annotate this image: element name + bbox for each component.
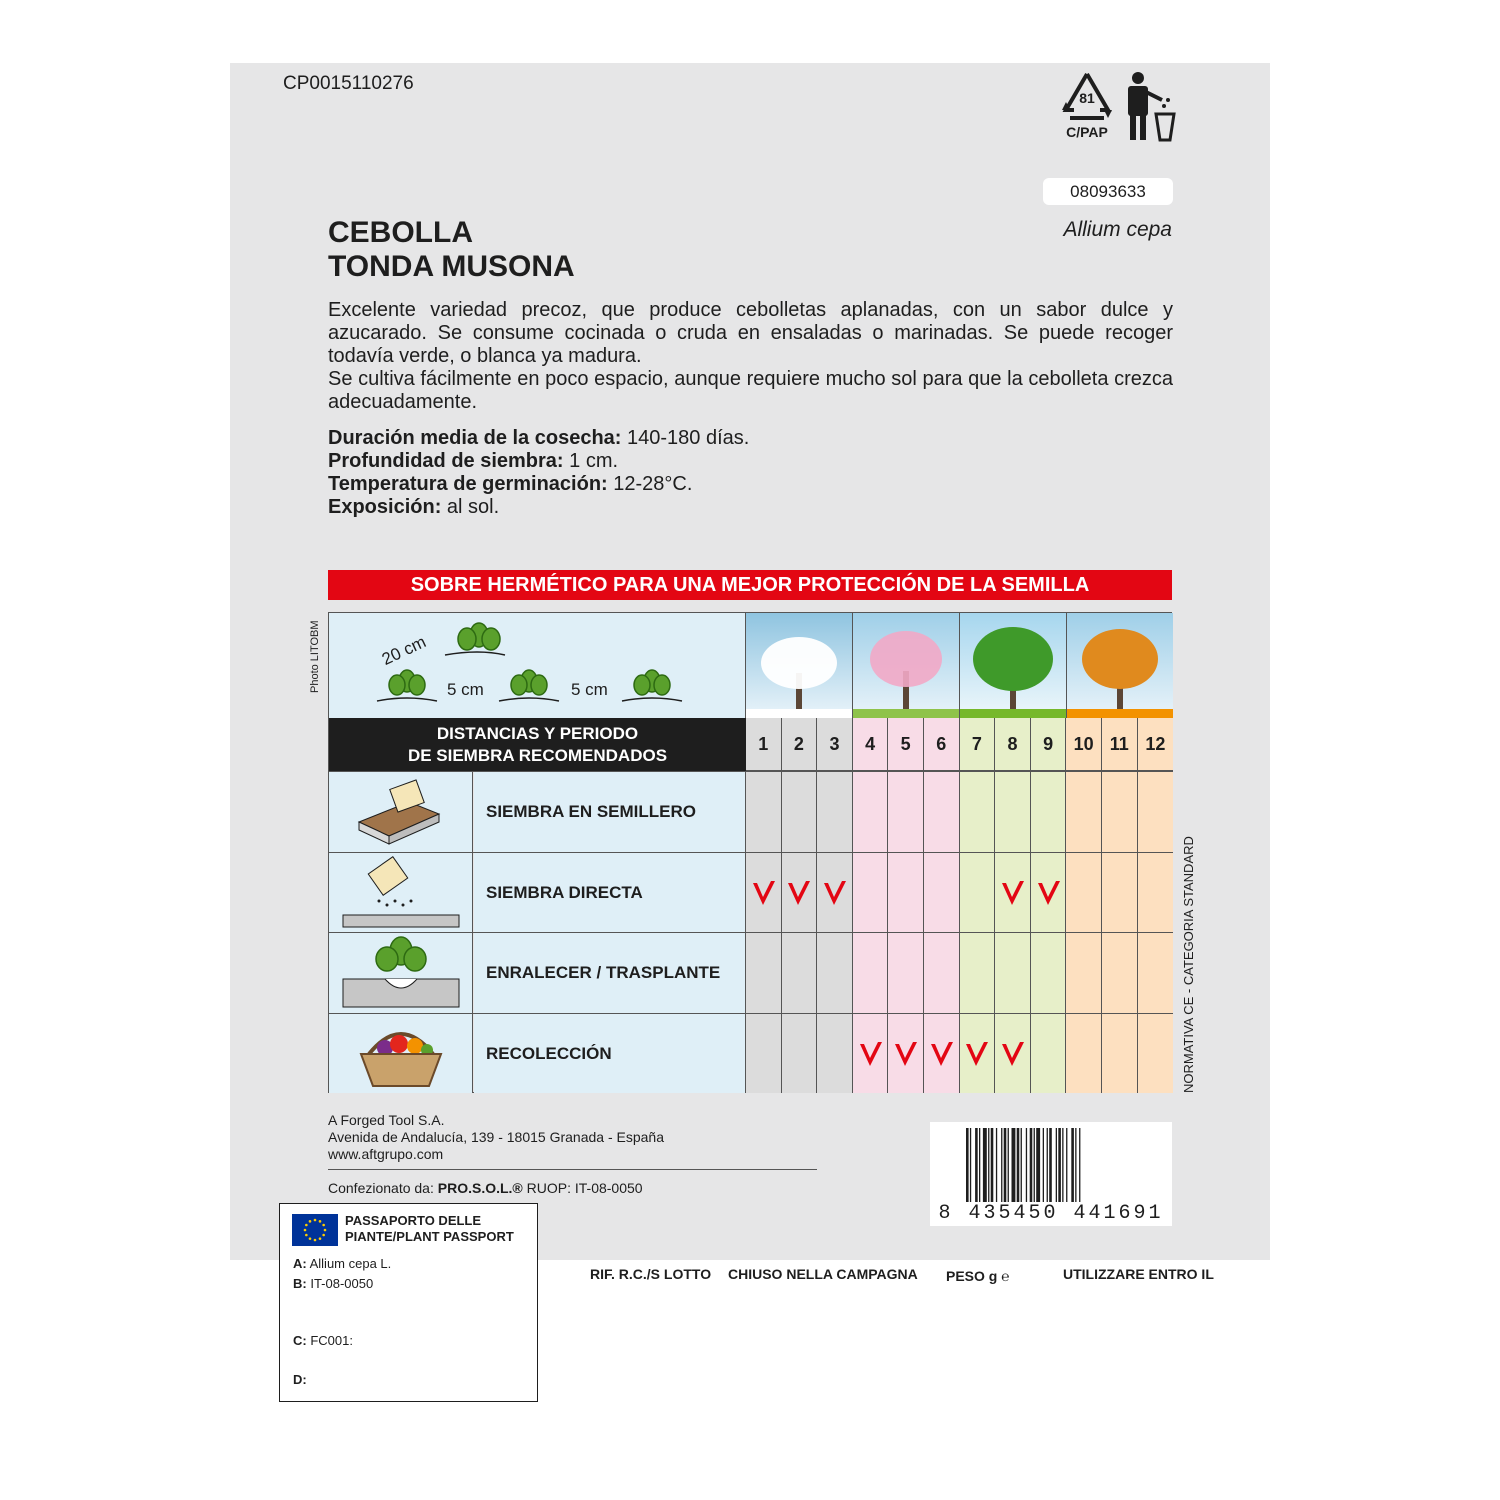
month-number: 10: [1066, 718, 1101, 771]
check-mark-month-2: [786, 877, 812, 907]
passport-d: D:: [293, 1372, 307, 1387]
passport-title: PASSAPORTO DELLE PIANTE/PLANT PASSPORT: [345, 1213, 514, 1244]
month-number: 9: [1031, 718, 1066, 771]
autumn-tree-icon: [1067, 613, 1173, 718]
harvest-basket-icon: [329, 1014, 473, 1093]
month-column-11: [1102, 718, 1138, 1093]
month-column-6: [924, 718, 960, 1093]
spec-sowing-depth: Profundidad de siembra: 1 cm.: [328, 450, 619, 472]
passport-c: C: FC001:: [293, 1333, 353, 1348]
month-number: 3: [817, 718, 852, 771]
month-number: 2: [782, 718, 817, 771]
calendar-header: [329, 718, 746, 771]
company-info: [328, 1112, 664, 1163]
check-mark-month-4: [858, 1038, 884, 1068]
winter-tree-icon: [746, 613, 853, 718]
packed-by: Confezionato da: PRO.S.O.L.® RUOP: IT-08-0050: [328, 1180, 643, 1196]
company-name: A Forged Tool S.A.: [328, 1112, 445, 1128]
reference-number: 08093633: [1043, 178, 1173, 205]
plant-spacing-label-1: 5 cm: [447, 680, 484, 699]
check-mark-month-8: [1000, 877, 1026, 907]
normativa-label: NORMATIVA CE - CATEGORIA STANDARD: [1181, 836, 1196, 1093]
passport-b: B: IT-08-0050: [293, 1276, 374, 1291]
check-mark-month-9: [1036, 877, 1062, 907]
passport-a: A: Allium cepa L.: [293, 1256, 392, 1271]
tidyman-icon: [1124, 70, 1176, 142]
divider: [328, 1169, 817, 1170]
row-direct-sowing: [329, 852, 746, 932]
check-mark-month-8: [1000, 1038, 1026, 1068]
barcode-bars: [930, 1126, 1172, 1206]
row-seedbed: [329, 771, 746, 852]
spec-germination-temp: Temperatura de germinación: 12-28°C.: [328, 473, 693, 495]
month-number: 8: [995, 718, 1030, 771]
row-label: RECOLECCIÓN: [474, 1014, 746, 1093]
description-paragraph-2: Se cultiva fácilmente en poco espacio, aunque requiere mucho sol para que la cebolleta crezca adecuadamente.: [328, 368, 1173, 413]
lot-field: RIF. R.C./S LOTTO: [590, 1266, 712, 1282]
company-address: Avenida de Andalucía, 139 - 18015 Granada - España: [328, 1129, 664, 1145]
closed-in-season-field: CHIUSO NELLA CAMPAGNA: [728, 1266, 918, 1282]
latin-name: Allium cepa: [1063, 218, 1172, 241]
growing-specs: [328, 427, 749, 519]
recycle-label: C/PAP: [1066, 124, 1108, 140]
eu-flag-icon: [292, 1214, 338, 1246]
month-number: 7: [960, 718, 995, 771]
spec-harvest-duration: Duración media de la cosecha: 140-180 días.: [328, 427, 750, 449]
transplant-icon: [329, 933, 473, 1013]
summer-tree-icon: [960, 613, 1067, 718]
check-mark-month-7: [964, 1038, 990, 1068]
month-column-4: [853, 718, 889, 1093]
spec-exposure: Exposición: al sol.: [328, 496, 500, 518]
month-column-7: [960, 718, 996, 1093]
recycle-number: 81: [1079, 90, 1095, 106]
row-label: SIEMBRA EN SEMILLERO: [474, 772, 746, 852]
month-number: 4: [853, 718, 888, 771]
row-label: ENRALECER / TRASPLANTE: [474, 933, 746, 1013]
row-transplant: [329, 932, 746, 1013]
check-mark-month-3: [822, 877, 848, 907]
month-column-5: [888, 718, 924, 1093]
sowing-calendar: [328, 612, 1172, 1093]
spacing-diagram: [329, 613, 746, 718]
plant-passport: [279, 1203, 538, 1402]
check-mark-month-6: [929, 1038, 955, 1068]
protection-banner: SOBRE HERMÉTICO PARA UNA MEJOR PROTECCIÓN DE LA SEMILLA: [328, 570, 1172, 600]
month-number: 1: [746, 718, 781, 771]
barcode-digits: 8 435450 441691: [938, 1202, 1164, 1225]
photo-credit: Photo LITOBM: [309, 620, 321, 693]
product-title: [328, 216, 575, 284]
title-line-2: TONDA MUSONA: [328, 250, 575, 283]
row-label: SIEMBRA DIRECTA: [474, 853, 746, 932]
month-number: 12: [1138, 718, 1174, 771]
product-code: CP0015110276: [283, 73, 414, 94]
plant-spacing-label-2: 5 cm: [571, 680, 608, 699]
row-spacing-label: 20 cm: [378, 632, 429, 669]
weight-field: PESO g ℮: [946, 1268, 1010, 1284]
header-line-2: DE SIEMBRA RECOMENDADOS: [407, 746, 668, 765]
description-paragraph-1: Excelente variedad precoz, que produce cebolletas aplanadas, con un sabor dulce y azucarado. Se consume cocinada o cruda en ensaladas o marinadas. Se puede recoger todavía verde, o blanca ya madura.: [328, 299, 1173, 367]
check-mark-month-1: [751, 877, 777, 907]
spring-tree-icon: [853, 613, 960, 718]
use-by-field: UTILIZZARE ENTRO IL: [1063, 1266, 1214, 1282]
seed-tray-icon: [329, 772, 473, 852]
month-column-12: [1138, 718, 1174, 1093]
check-mark-month-5: [893, 1038, 919, 1068]
header-line-1: DISTANCIAS Y PERIODO: [436, 724, 639, 743]
month-number: 11: [1102, 718, 1137, 771]
month-number: 5: [888, 718, 923, 771]
month-number: 6: [924, 718, 959, 771]
direct-sowing-icon: [329, 853, 473, 932]
company-website[interactable]: www.aftgrupo.com: [328, 1146, 444, 1162]
barcode: [930, 1122, 1172, 1226]
description: [328, 299, 1173, 414]
month-column-10: [1066, 718, 1102, 1093]
title-line-1: CEBOLLA: [328, 216, 473, 249]
row-harvest: [329, 1013, 746, 1093]
